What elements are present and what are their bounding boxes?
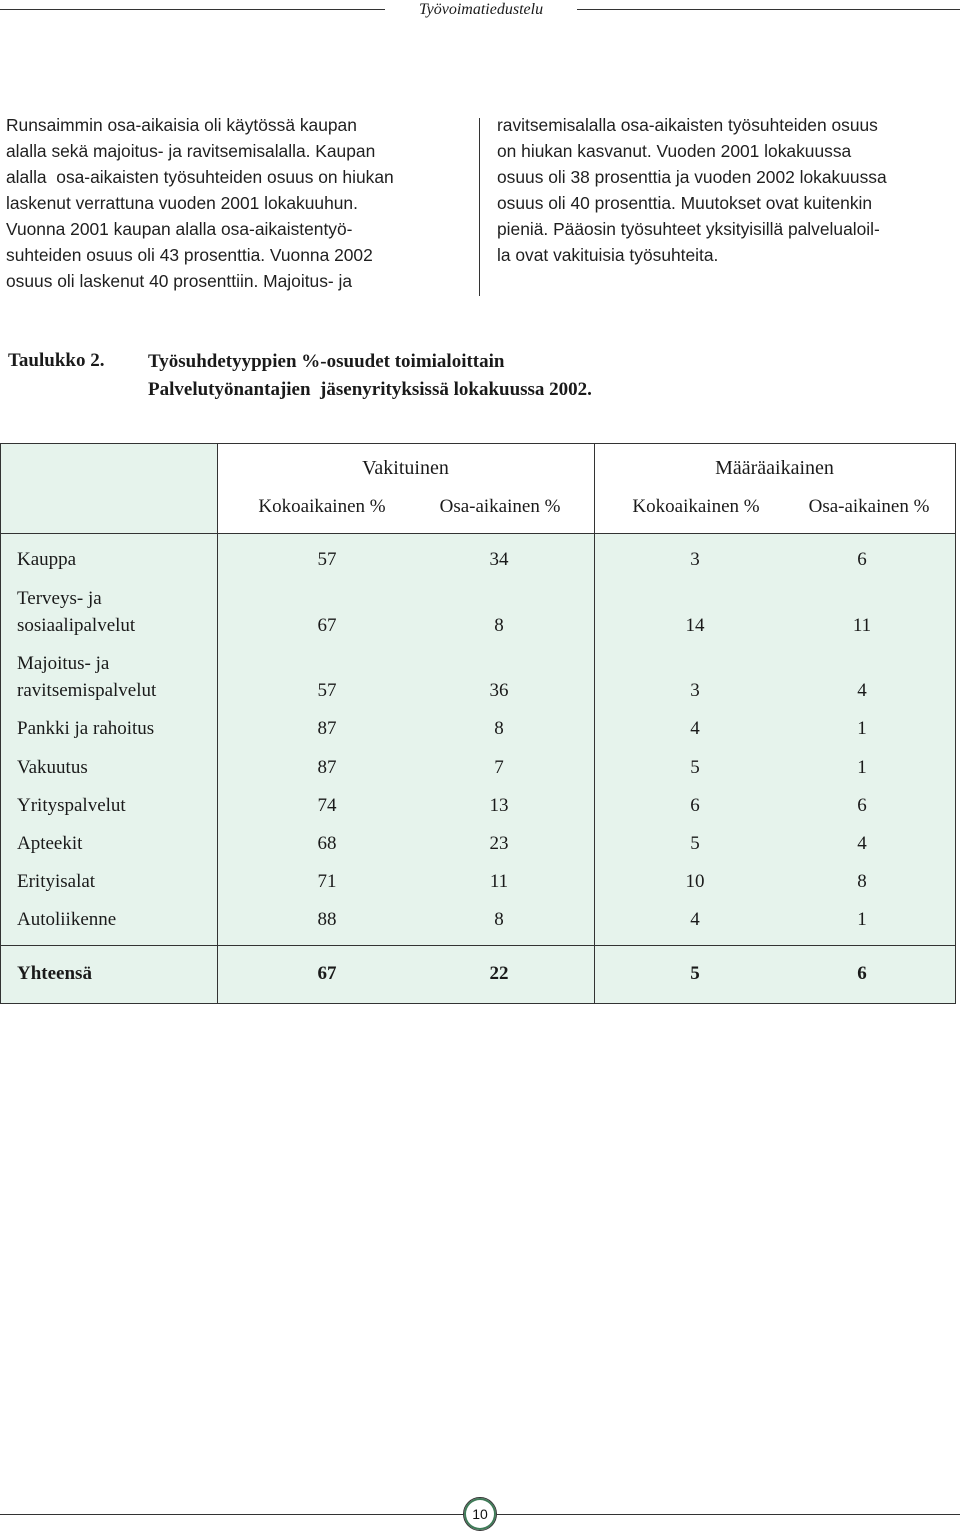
row-label: ravitsemispalvelut: [17, 680, 157, 701]
row-label: Vakuutus: [17, 757, 88, 778]
row-value: 88: [317, 909, 337, 930]
row-value: 6: [857, 795, 867, 816]
row-value: 4: [690, 909, 700, 930]
column-header: Kokoaikainen %: [258, 496, 386, 517]
row-value: 67: [317, 615, 337, 636]
body-text-left-column: [6, 112, 461, 294]
body-line: alalla sekä majoitus- ja ravitsemisalalla. Kaupan: [6, 141, 376, 161]
row-label: Autoliikenne: [17, 909, 117, 930]
header-rule-left: [0, 9, 385, 10]
row-value: 8: [494, 909, 504, 930]
table-rule-left: [0, 443, 1, 1004]
row-value: 14: [685, 615, 705, 636]
row-value: 5: [690, 757, 700, 778]
row-value: 11: [852, 615, 872, 636]
body-line: ravitsemisalalla osa-aikaisten työsuhteiden osuus: [497, 115, 878, 135]
row-value: 1: [857, 909, 867, 930]
total-value: 6: [857, 963, 867, 984]
row-value: 4: [857, 833, 867, 854]
column-divider: [479, 118, 480, 296]
row-label: Erityisalat: [17, 871, 96, 892]
running-header-title: Työvoimatiedustelu: [418, 1, 544, 18]
total-value: 22: [489, 963, 509, 984]
table-rule-label-col: [217, 443, 218, 1004]
row-value: 57: [317, 549, 337, 570]
body-line: osuus oli 40 prosenttia. Muutokset ovat kuitenkin: [497, 193, 873, 213]
body-line: alalla osa-aikaisten työsuhteiden osuus on hiukan: [6, 167, 394, 187]
body-line: osuus oli 38 prosenttia ja vuoden 2002 lokakuussa: [497, 167, 887, 187]
table-rule-bottom: [0, 1003, 956, 1004]
row-label: Pankki ja rahoitus: [17, 718, 155, 739]
row-value: 4: [690, 718, 700, 739]
total-value: 5: [690, 963, 700, 984]
column-header: Osa-aikainen %: [808, 496, 930, 517]
footer-rule-right: [497, 1514, 960, 1515]
row-value: 23: [489, 833, 509, 854]
body-line: on hiukan kasvanut. Vuoden 2001 lokakuussa: [497, 141, 852, 161]
row-label: Apteekit: [17, 833, 83, 854]
row-value: 34: [489, 549, 509, 570]
total-label: Yhteensä: [17, 963, 92, 984]
table-title-line: Palvelutyönantajien jäsenyrityksissä lokakuussa 2002.: [148, 379, 592, 400]
table-rule-top: [0, 443, 956, 444]
row-value: 6: [690, 795, 700, 816]
row-value: 8: [857, 871, 867, 892]
group-header-fixed-term: Määräaikainen: [715, 457, 834, 479]
row-value: 1: [857, 718, 867, 739]
total-value: 67: [317, 963, 337, 984]
row-label: Terveys- ja: [17, 588, 102, 609]
row-value: 87: [317, 718, 337, 739]
page-number: 10: [472, 1506, 488, 1522]
row-value: 8: [494, 718, 504, 739]
row-value: 74: [317, 795, 337, 816]
row-value: 3: [690, 680, 700, 701]
row-label: Yrityspalvelut: [17, 795, 126, 816]
row-label: Kauppa: [17, 549, 77, 570]
column-header: Osa-aikainen %: [439, 496, 561, 517]
table-rule-header: [0, 533, 956, 534]
row-value: 11: [489, 871, 509, 892]
body-line: Runsaimmin osa-aikaisia oli käytössä kaupan: [6, 115, 357, 135]
body-line: pieniä. Pääosin työsuhteet yksityisillä palvelualoil-: [497, 219, 880, 239]
column-header: Kokoaikainen %: [632, 496, 760, 517]
row-value: 57: [317, 680, 337, 701]
header-rule-right: [577, 9, 960, 10]
body-line: osuus oli laskenut 40 prosenttiin. Majoitus- ja: [6, 271, 353, 291]
row-value: 36: [489, 680, 509, 701]
row-value: 8: [494, 615, 504, 636]
row-value: 68: [317, 833, 337, 854]
row-value: 87: [317, 757, 337, 778]
table-title: [148, 348, 848, 404]
employment-type-table: [0, 443, 956, 1004]
body-line: laskenut verrattuna vuoden 2001 lokakuuhun.: [6, 193, 358, 213]
group-header-permanent: Vakituinen: [362, 457, 449, 479]
row-value: 3: [690, 549, 700, 570]
body-line: la ovat vakituisia työsuhteita.: [497, 245, 719, 265]
row-value: 4: [857, 680, 867, 701]
row-value: 6: [857, 549, 867, 570]
row-value: 1: [857, 757, 867, 778]
table-rule-group: [594, 443, 595, 1004]
row-label: Majoitus- ja: [17, 653, 110, 674]
row-value: 13: [489, 795, 509, 816]
row-value: 10: [685, 871, 705, 892]
table-label: Taulukko 2.: [8, 350, 105, 371]
table-title-line: Työsuhdetyyppien %-osuudet toimialoittain: [148, 351, 505, 372]
body-text-right-column: [497, 112, 957, 268]
table-rule-total: [0, 945, 956, 946]
page-number-badge: [463, 1497, 497, 1531]
row-value: 71: [317, 871, 337, 892]
body-line: Vuonna 2001 kaupan alalla osa-aikaistentyö-: [6, 219, 353, 239]
row-value: 5: [690, 833, 700, 854]
body-line: suhteiden osuus oli 43 prosenttia. Vuonna 2002: [6, 245, 373, 265]
row-value: 7: [494, 757, 504, 778]
row-label: sosiaalipalvelut: [17, 615, 136, 636]
table-rule-right: [955, 443, 956, 1004]
footer-rule-left: [0, 1514, 463, 1515]
